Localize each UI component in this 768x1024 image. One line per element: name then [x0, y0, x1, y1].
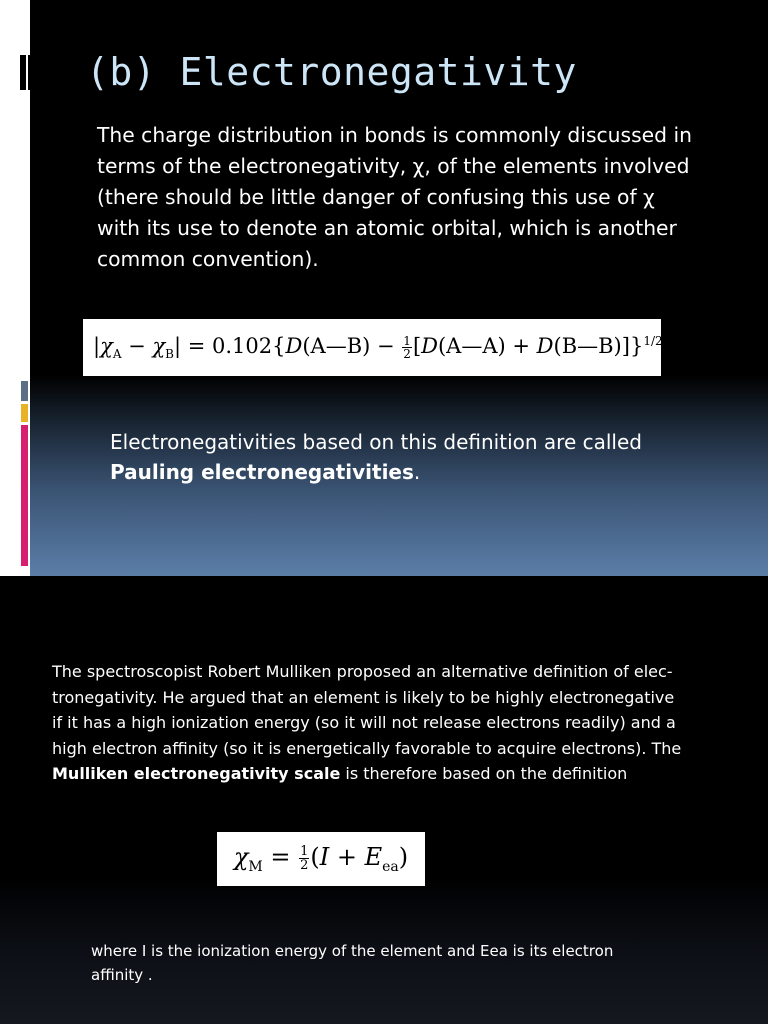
intro-line: terms of the electronegativity, χ, of the elements involved [97, 154, 690, 178]
footer-line: affinity . [91, 966, 153, 984]
mulliken-line-rest: is therefore based on the definition [340, 764, 628, 783]
definition-footer [91, 939, 691, 987]
note-line-2 [110, 457, 710, 487]
pauling-note [110, 427, 710, 487]
intro-line: (there should be little danger of confusing this use of χ [97, 185, 655, 209]
intro-line: The charge distribution in bonds is commonly discussed in [97, 123, 692, 147]
note-line: Electronegativities based on this definition are called [110, 430, 642, 454]
slide-mulliken [0, 576, 768, 1024]
mulliken-paragraph [52, 659, 742, 787]
pauling-term: Pauling electronegativities [110, 460, 414, 484]
mulliken-line-last [52, 761, 742, 787]
pauling-equation: $|\chi_A - \chi_B|$ = 0.102{D(A—B) − $\frac{1}{2}$ [D(A—A) + D(B—B)]}$^{1/2}$ [93, 333, 663, 362]
decor-bar-black-thin [28, 55, 30, 90]
mulliken-equation: $\chi_M$ = $\frac{1}{2}$ $(I + E_{ea})$ [233, 843, 409, 875]
slide-title: (b) Electronegativity [86, 50, 577, 94]
pauling-equation-box [83, 319, 661, 376]
decor-bar-gray [21, 381, 28, 401]
intro-line: common convention). [97, 247, 319, 271]
mulliken-line: tronegativity. He argued that an element is likely to be highly electronegative [52, 687, 675, 707]
mulliken-line: The spectroscopist Robert Mulliken proposed an alternative definition of elec- [52, 662, 673, 681]
note-tail: . [413, 460, 421, 484]
footer-line: where I is the ionization energy of the element and Eea is its electron [91, 942, 614, 960]
intro-line: with its use to denote an atomic orbital, which is another [97, 216, 677, 240]
mulliken-line: if it has a high ionization energy (so it will not release electrons readily) and a [52, 713, 676, 732]
decor-bar-gold [21, 404, 28, 422]
mulliken-scale-term: Mulliken electronegativity scale [52, 764, 341, 783]
intro-paragraph [97, 120, 717, 275]
mulliken-equation-box [217, 832, 425, 886]
decor-bar-black [20, 55, 26, 90]
mulliken-line: high electron affinity (so it is energetically favorable to acquire electrons). The [52, 738, 682, 758]
decor-bar-pink [21, 425, 28, 566]
